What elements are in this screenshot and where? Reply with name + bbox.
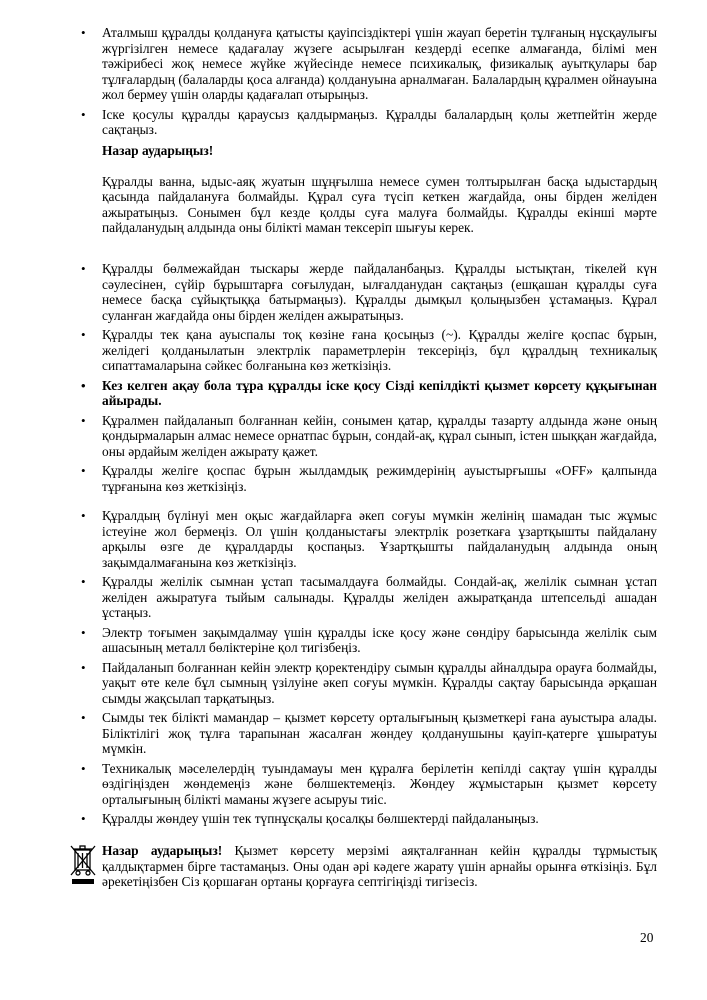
list-item bbox=[0, 625, 707, 656]
disposal-note-text: Қызмет көрсету мерзімі аяқталғаннан кейін құралды тұрмыстық қалдықтармен бірге тастамаңыз. Оны одан әрі кәдеге жарату үшін арнайы орынға өткізіңіз. Бұл әрекетіңізбен Сіз қоршаған ортаны қорғауға септігіңізді тигізесіз. bbox=[102, 843, 658, 889]
bullet-icon: • bbox=[81, 261, 86, 276]
bullet-icon: • bbox=[81, 574, 86, 589]
list-item-text: Кез келген ақау бола тұра құралды іске қосу Сізді кепілдікті қызмет көрсету құқығынан айырады. bbox=[102, 377, 657, 408]
disposal-note-heading: Назар аударыңыз! bbox=[102, 843, 223, 858]
list-item-text: Іске қосулы құралды қараусыз қалдырмаңыз. Құралды балалардың қолы жетпейтін жерде сақтаңыз. bbox=[102, 106, 657, 137]
list-item bbox=[0, 463, 707, 494]
list-item bbox=[0, 261, 707, 323]
bullet-icon: • bbox=[81, 811, 86, 826]
bullet-icon: • bbox=[81, 377, 86, 393]
page-number: 20 bbox=[640, 930, 654, 945]
list-item bbox=[0, 761, 707, 808]
list-item-text: Құралды желіге қоспас бұрын жылдамдық режимдерінің ауыстырғышы «OFF» қалпында тұрғанына көз жеткізіңіз. bbox=[102, 463, 657, 494]
bullet-icon: • bbox=[81, 710, 86, 725]
list-item-text: Пайдаланып болғаннан кейін электр қоректендіру сымын құралды айналдыра орауға болмайды, уақыт өте келе бұл сымның үзілуіне әкеп соғуы мүмкін. Құралды сақтау барысында әрқашан сымды жақсылап тарқатыңыз. bbox=[102, 659, 657, 706]
bullet-icon: • bbox=[81, 760, 86, 776]
safety-bullets-a bbox=[0, 25, 707, 138]
attention-block bbox=[0, 143, 707, 236]
list-item bbox=[0, 660, 707, 707]
list-item-text: Құралды бөлмежайдан тыскары жерде пайдаланбаңыз. Құралды ыстықтан, тікелей күн сәулесінен, сүйір бұрыштарға соғылудан, ылғалданудан сақтаңыз (ешқашан құралды суға немесе басқа сұйықтыққа батырмаңыз). Құралды дымқыл қолыңызбен ұстамаңыз. Құрал суланған жағдайда оны бірден желіден ажыратыңыз. bbox=[102, 261, 657, 323]
list-item bbox=[0, 378, 707, 409]
bullet-icon: • bbox=[81, 327, 86, 342]
list-item bbox=[0, 327, 707, 374]
attention-heading: Назар аударыңыз! bbox=[102, 143, 214, 158]
list-item-text: Сымды тек білікті мамандар – қызмет көрсету орталығының қызметкері ғана ауыстыра алады. Біліктілігі жоқ тұлға тарапынан жасалған жөндеу қолданушыны қауіп-қатерге ұшыратуы мүмкін. bbox=[102, 710, 657, 756]
list-item-text: Аталмыш құралды қолдануға қатысты қауіпсіздіктері үшін жауап беретін тұлғаның нұсқаулығы жүргізілген немесе қадағалау жүзеге асырылған кездерді есепке алмағанда, білімі мен тәжірибесі жоқ немесе жүйке жүйесінде немесе психикалық, физикалық ауытқулары бар тұлғалардың (балаларды қоса алғанда) қолдануына арналмаған. Балалардың құралмен ойнауына жол бермеу үшін оларды қадағалап отырыңыз. bbox=[102, 25, 657, 102]
list-item bbox=[0, 811, 707, 827]
crossed-out-wheelie-bin-icon bbox=[68, 842, 98, 886]
bullet-icon: • bbox=[81, 25, 86, 40]
list-item bbox=[0, 25, 707, 103]
safety-bullets-c bbox=[0, 508, 707, 827]
list-item bbox=[0, 574, 707, 621]
list-item bbox=[0, 107, 707, 138]
list-item bbox=[0, 710, 707, 757]
list-item bbox=[0, 508, 707, 570]
safety-bullets-b bbox=[0, 261, 707, 494]
bullet-icon: • bbox=[81, 106, 86, 122]
list-item bbox=[0, 413, 707, 460]
list-item-text: Құралды жөндеу үшін тек түпнұсқалы қосалқы бөлшектерді пайдаланыңыз. bbox=[102, 811, 539, 826]
bullet-icon: • bbox=[81, 659, 86, 675]
list-item-text: Құралмен пайдаланып болғаннан кейін, сонымен қатар, құралды тазарту алдында және оның қондырмаларын алмас немесе орнатпас бұрын, сондай-ақ, құрал сынып, істен шыққан жағдайда, оны әрдайым желіден ажырату қажет. bbox=[102, 412, 657, 459]
list-item-text: Құралдың бүлінуі мен оқыс жағдайларға әкеп соғуы мүмкін желінің шамадан тыс жұмыс істеуіне жол бермеңіз. Ол үшін қолданыстағы электрлік розеткаға ұзартқышты пайдалану арқылы өзге де құралдарды қоспаңыз. Ұзартқышты пайдаланудың алдында оның зақымдалмағанына көз жеткізіңіз. bbox=[102, 508, 657, 570]
bullet-icon: • bbox=[81, 412, 86, 428]
disposal-note bbox=[102, 843, 657, 890]
list-item-text: Электр тоғымен зақымдалмау үшін құралды іске қосу және сөндіру барысында желілік сым ашасының металл бөліктеріне қол тигізбеңіз. bbox=[102, 624, 657, 655]
list-item-text: Құралды желілік сымнан ұстап тасымалдауға болмайды. Сондай-ақ, желілік сымнан ұстап желіден ажыратуға тыйым салынады. Құралды желіден ажыратқанда штепсельді ашадан ұстаңыз. bbox=[102, 574, 657, 620]
bullet-icon: • bbox=[81, 463, 86, 478]
list-item-text: Құралды тек қана ауыспалы тоқ көзіне ғана қосыңыз (~). Құралды желіге қоспас бұрын, желідегі қолданылатын электрлік параметрлерін тексеріңіз, бұл құралдың техникалық сипаттамаларына сәйкес болғанына көз жеткізіңіз. bbox=[102, 327, 657, 373]
bullet-icon: • bbox=[81, 624, 86, 640]
list-item-text: Техникалық мәселелердің туындамауы мен құралға берілетін кепілді сақтау үшін құралды өздігіңізден жөндемеңіз және бөлшектемеңіз. Жөндеу жұмыстарын қызмет көрсету орталығының білікті маманы жүзеге асыруы тиіс. bbox=[102, 760, 657, 807]
attention-text: Құралды ванна, ыдыс-аяқ жуатын шұңғылша немесе сумен толтырылған басқа ыдыстардың қасында пайдалануға болмайды. Құрал суға түсіп кеткен жағдайда, оны бірден желіден ажыратыңыз. Сонымен бұл кезде қолды суға малуға болмайды. Құралды екінші мәрте пайдаланудың алдында оны білікті маман тексеріп шығуы керек. bbox=[102, 173, 657, 235]
bullet-icon: • bbox=[81, 508, 86, 523]
